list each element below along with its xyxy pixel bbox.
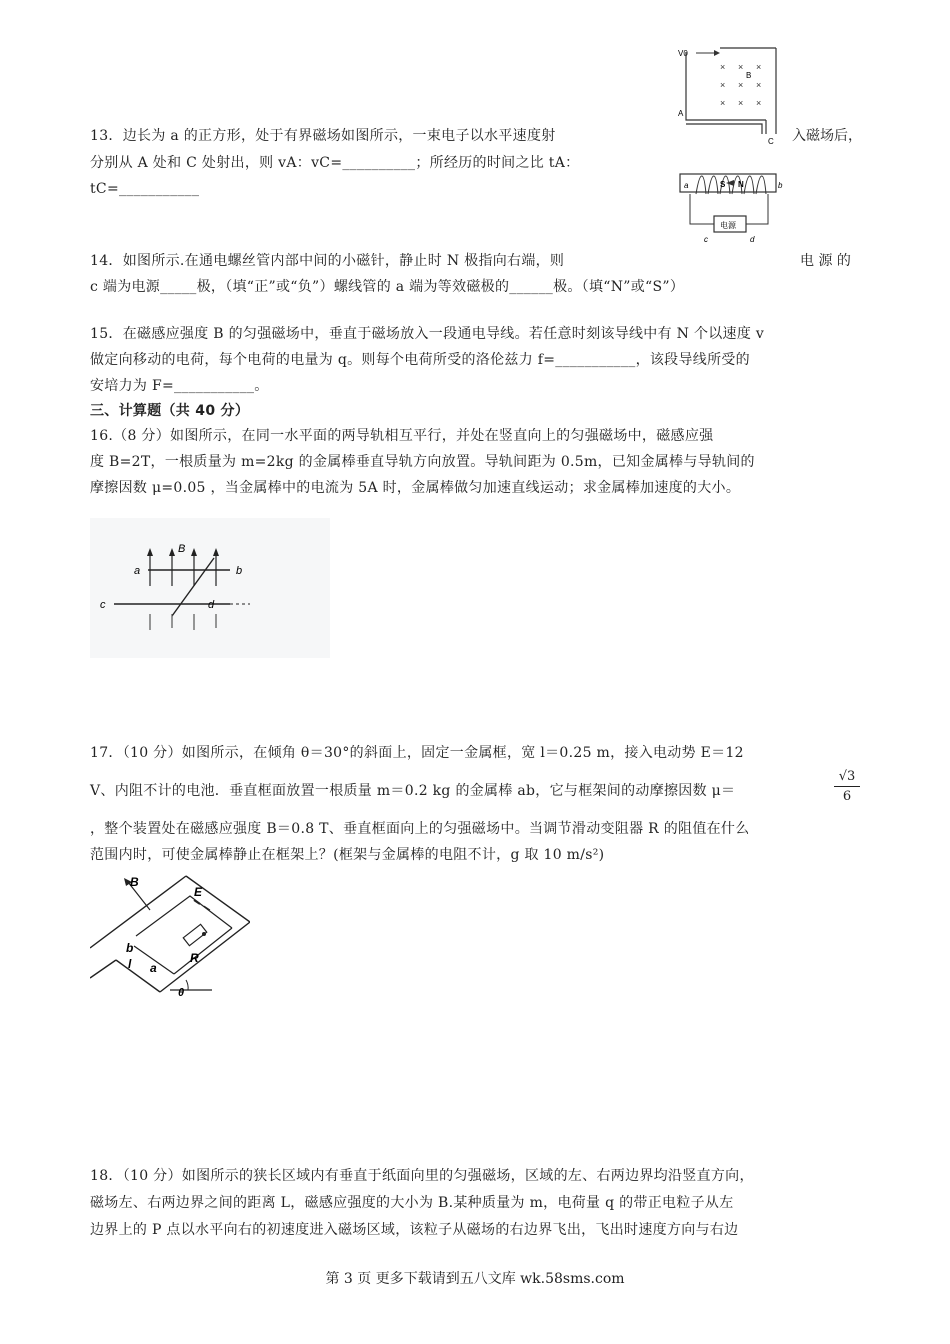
svg-text:C: C	[768, 137, 774, 146]
q16-rails-figure	[90, 518, 330, 658]
svg-text:a: a	[684, 181, 689, 190]
svg-text:c: c	[100, 599, 106, 611]
svg-text:S: S	[720, 180, 726, 189]
q13-line-3: tC=___________	[90, 181, 200, 197]
svg-text:B: B	[746, 71, 752, 80]
svg-text:A: A	[678, 109, 684, 118]
svg-text:×: ×	[738, 80, 744, 90]
q17-mu-denominator: 6	[842, 789, 852, 804]
q17-line-1: 17．（10 分）如图所示，在倾角 θ＝30°的斜面上，固定一金属框，宽 l＝0.25 m，接入电动势 E＝12	[90, 745, 744, 761]
svg-text:d: d	[750, 235, 755, 244]
svg-text:c: c	[704, 235, 708, 244]
q13-magnetic-field-figure	[676, 44, 786, 150]
svg-text:a: a	[134, 565, 141, 577]
svg-text:l: l	[128, 957, 132, 971]
q15-line-2: 做定向移动的电荷，每个电荷的电量为 q。则每个电荷所受的洛伦兹力 f=___________，该段导线所受的	[90, 352, 750, 368]
q14-line-2: c 端为电源_____极，（填“正”或“负”）螺线管的 a 端为等效磁极的______极。（填“N”或“S”）	[90, 279, 685, 295]
page-footer: 第 3 页 更多下载请到五八文库 wk.58sms.com	[325, 1271, 625, 1287]
q17-line-3: ，整个装置处在磁感应强度 B＝0.8 T、垂直框面向上的匀强磁场中。当调节滑动变阻器 R 的阻值在什么	[90, 821, 750, 837]
svg-text:B: B	[178, 543, 186, 555]
svg-text:B: B	[130, 875, 139, 889]
svg-text:b: b	[778, 181, 783, 190]
svg-text:d: d	[208, 599, 215, 611]
q18-line-1: 18．（10 分）如图所示的狭长区域内有垂直于纸面向里的匀强磁场，区域的左、右两边界均沿竖直方向，	[90, 1168, 754, 1184]
svg-text:×: ×	[738, 98, 744, 108]
q16-line-2: 度 B=2T，一根质量为 m=2kg 的金属棒垂直导轨方向放置。导轨间距为 0.5m，已知金属棒与导轨间的	[90, 454, 755, 470]
q13-line-1: 13．边长为 a 的正方形，处于有界磁场如图所示，一束电子以水平速度射	[90, 128, 556, 144]
q17-line-2: V、内阻不计的电池．垂直框面放置一根质量 m＝0.2 kg 的金属棒 ab，它与框架间的动摩擦因数 μ＝	[90, 783, 736, 799]
svg-text:×: ×	[738, 62, 744, 72]
q17-mu-numerator: √3	[834, 768, 860, 787]
svg-text:R: R	[190, 951, 199, 965]
svg-text:×: ×	[756, 62, 762, 72]
svg-text:V0: V0	[678, 49, 688, 58]
q15-line-1: 15．在磁感应强度 B 的匀强磁场中，垂直于磁场放入一段通电导线。若任意时刻该导线中有 N 个以速度 v	[90, 326, 765, 342]
svg-text:×: ×	[720, 62, 726, 72]
q18-line-3: 边界上的 P 点以水平向右的初速度进入磁场区域，该粒子从磁场的右边界飞出，飞出时速度方向与右边	[90, 1222, 739, 1238]
q13-line-2: 分别从 A 处和 C 处射出，则 vA：vC=__________；所经历的时间之比 tA：	[90, 155, 580, 171]
svg-text:×: ×	[720, 80, 726, 90]
svg-text:a: a	[150, 961, 157, 975]
q17-mu-fraction	[834, 768, 860, 807]
q16-line-3: 摩擦因数 μ=0.05 ，当金属棒中的电流为 5A 时，金属棒做匀加速直线运动；求金属棒加速度的大小。	[90, 480, 741, 496]
q13-line-1-tail: 入磁场后，	[792, 128, 862, 144]
section-3-heading: 三、计算题（共 40 分）	[90, 403, 250, 419]
q17-incline-figure	[90, 870, 250, 1000]
q15-line-3: 安培力为 F=___________。	[90, 378, 269, 394]
svg-text:×: ×	[756, 98, 762, 108]
svg-text:E: E	[194, 885, 203, 899]
q17-line-4: 范围内时，可使金属棒静止在框架上？(框架与金属棒的电阻不计，g 取 10 m/s²)	[90, 847, 605, 863]
q14-line-1-tail: 电 源 的	[800, 253, 851, 269]
svg-text:×: ×	[720, 98, 726, 108]
q14-line-1: 14．如图所示.在通电螺丝管内部中间的小磁针，静止时 N 极指向右端，则	[90, 253, 565, 269]
q14-solenoid-figure	[676, 164, 786, 248]
svg-text:b: b	[126, 941, 134, 955]
svg-text:N: N	[738, 180, 744, 189]
q18-line-2: 磁场左、右两边界之间的距离 L，磁感应强度的大小为 B.某种质量为 m，电荷量 q 的带正电粒子从左	[90, 1195, 734, 1211]
svg-text:θ: θ	[178, 987, 185, 999]
q16-line-1: 16.（8 分）如图所示，在同一水平面的两导轨相互平行，并处在竖直向上的匀强磁场中，磁感应强	[90, 428, 714, 444]
svg-text:电源: 电源	[720, 221, 736, 230]
svg-text:×: ×	[756, 80, 762, 90]
svg-text:b: b	[236, 565, 243, 577]
